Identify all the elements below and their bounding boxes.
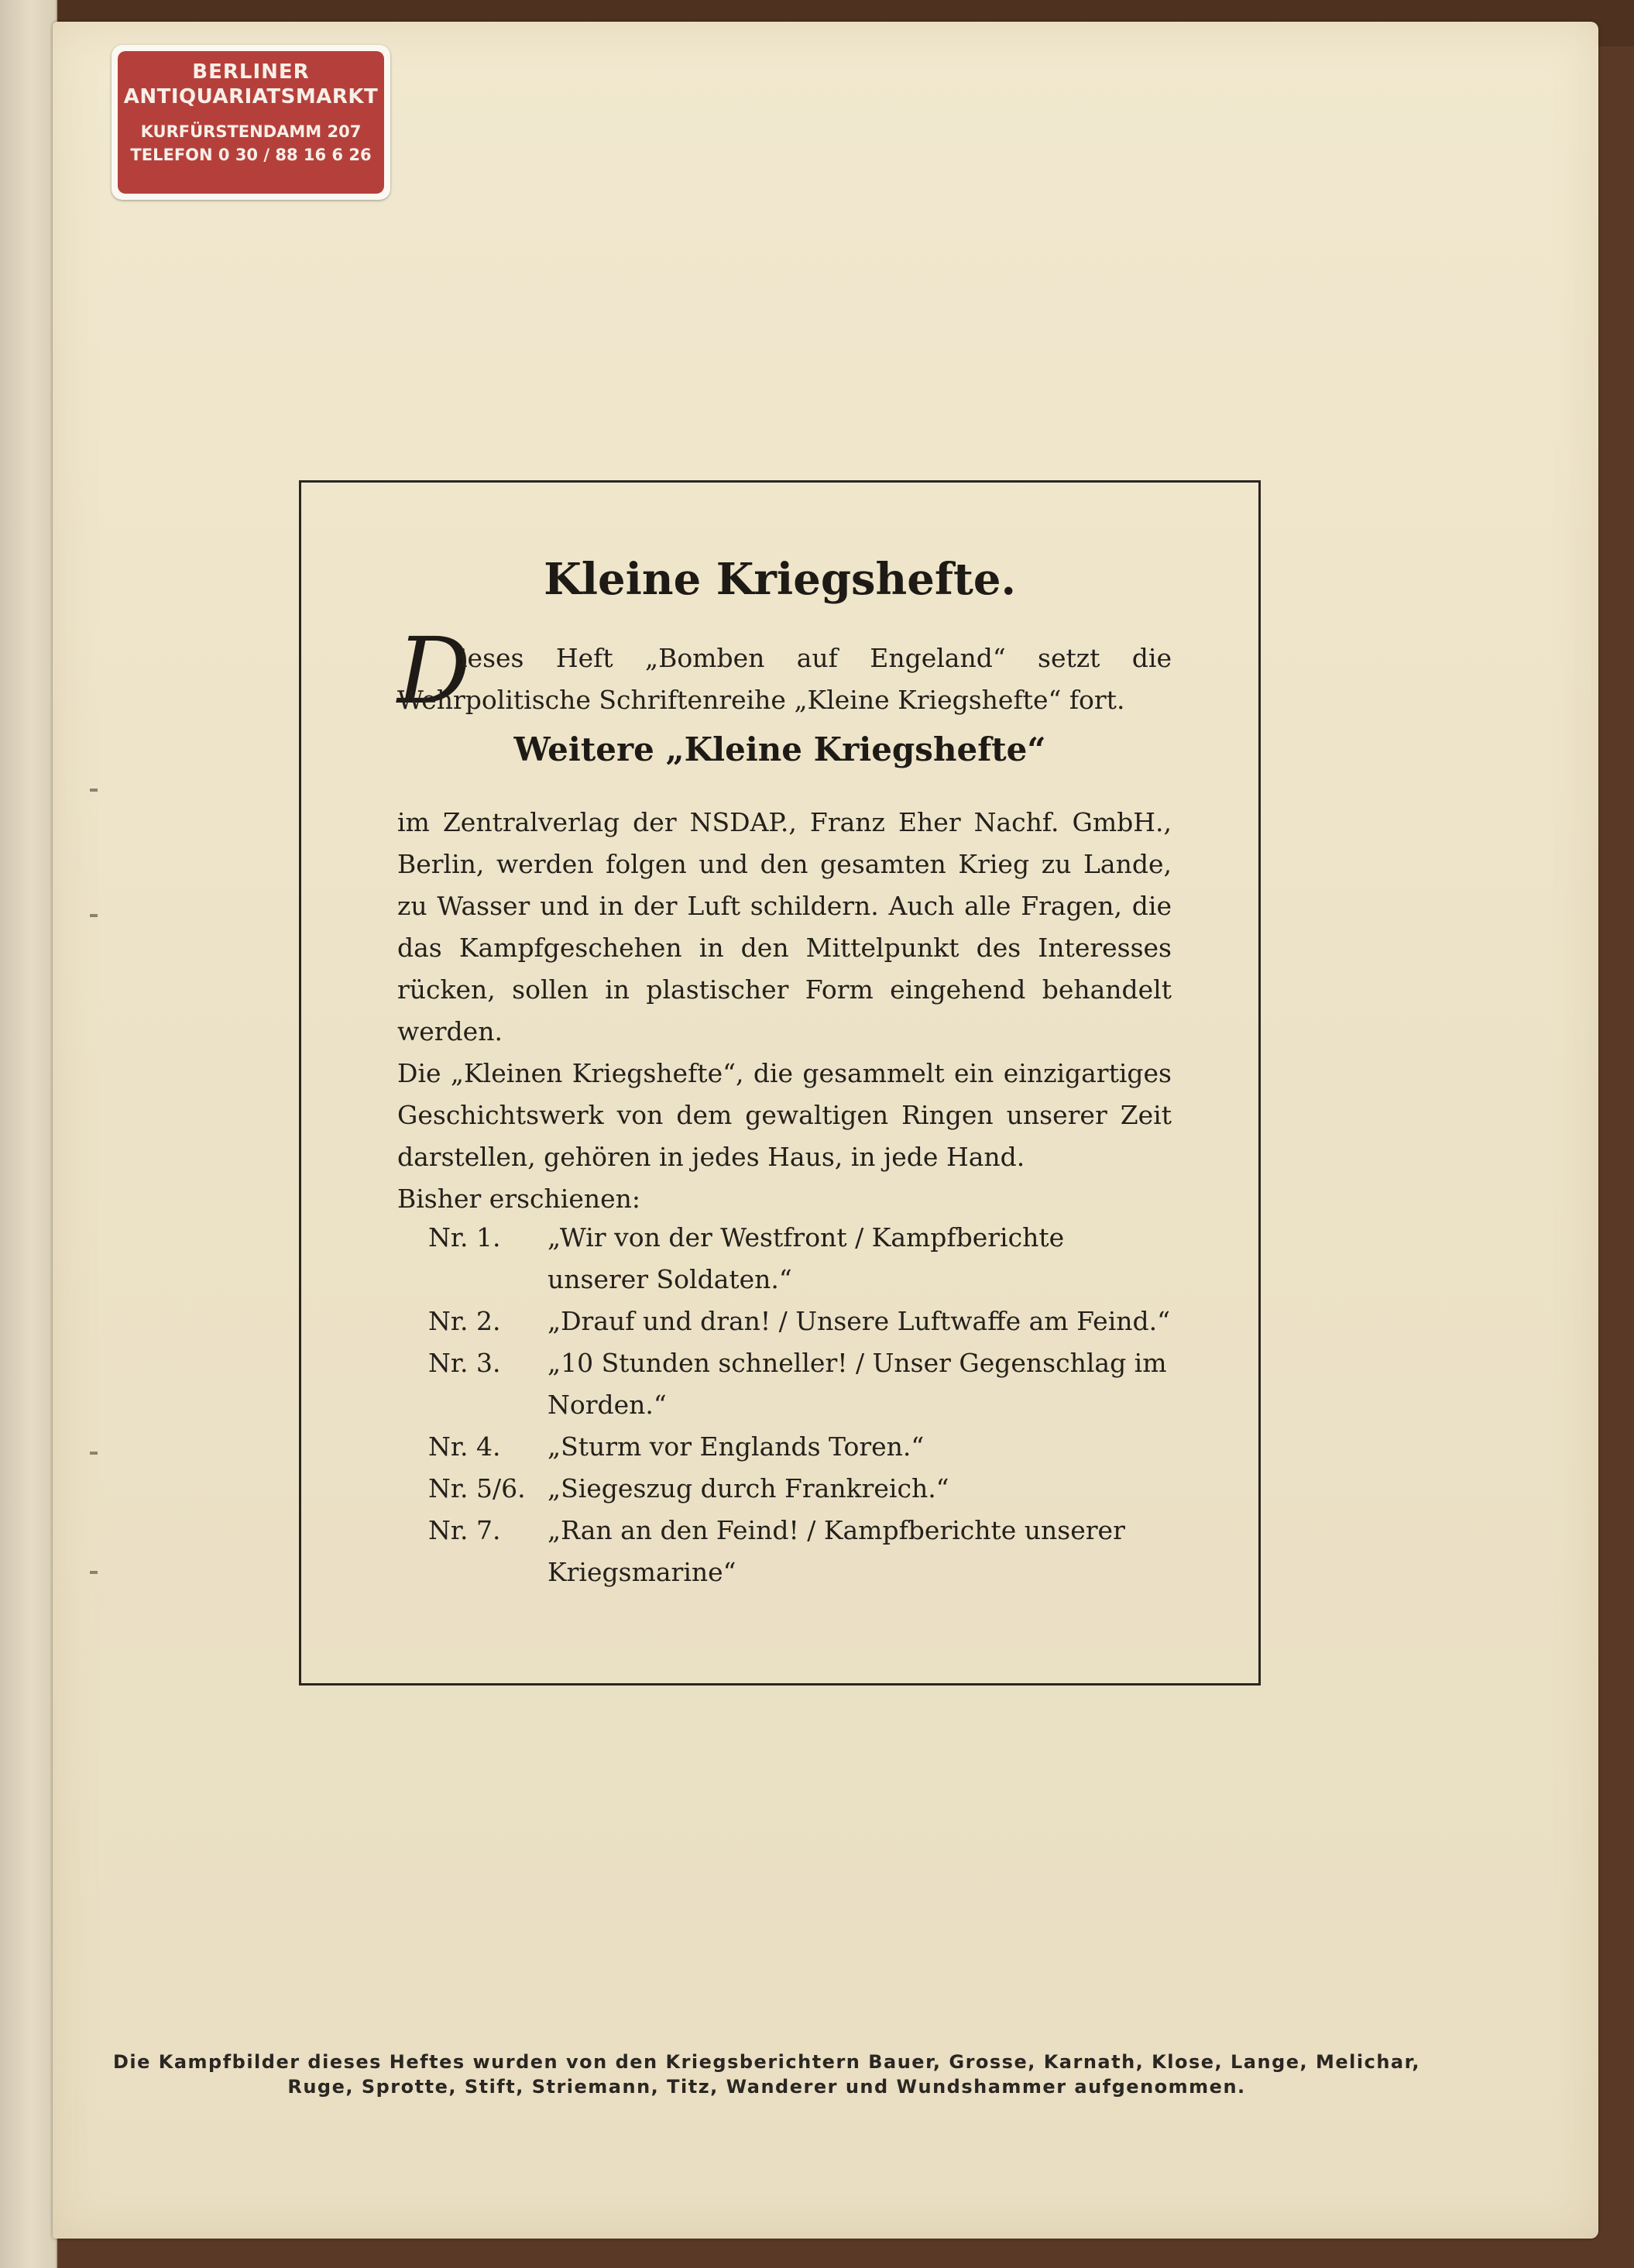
issue-title: „Drauf und dran! / Unsere Luftwaffe am Feind.“ — [548, 1306, 1170, 1336]
antiquariat-sticker — [112, 45, 390, 200]
issue-number: Nr. 2. — [428, 1306, 501, 1336]
issue-title: „Wir von der Westfront / Kampfberichte unserer Soldaten.“ — [548, 1222, 1065, 1294]
sticker-line-4: TELEFON 0 30 / 88 16 6 26 — [130, 146, 372, 164]
paragraph: Die „Kleinen Kriegshefte“, die gesammelt ein einzigartiges Geschichtswerk von dem gewaltigen Ringen unserer Zeit darstellen, gehören in jedes Haus, in jede Hand. — [397, 1058, 1172, 1172]
binding-staple — [90, 914, 98, 917]
issue-number: Nr. 7. — [428, 1515, 501, 1545]
sticker-line-1: BERLINER — [192, 60, 310, 84]
body-text — [397, 802, 1172, 1220]
intro-text: ieses Heft „Bomben auf Engeland“ setzt die Wehrpolitische Schriftenreihe „Kleine Kriegshefte“ fort. — [397, 643, 1172, 715]
binding-staple — [90, 789, 98, 792]
issue-title: „Siegeszug durch Frankreich.“ — [548, 1473, 949, 1503]
binding-staple — [90, 1571, 98, 1574]
list-item — [397, 1510, 1172, 1593]
issue-title: „Ran an den Feind! / Kampfberichte unserer Kriegsmarine“ — [548, 1515, 1125, 1587]
list-item — [397, 1342, 1172, 1426]
binding-staple — [90, 1452, 98, 1455]
box-title: Kleine Kriegshefte. — [544, 554, 1016, 605]
issue-number: Nr. 3. — [428, 1348, 501, 1378]
drop-cap: D — [397, 617, 471, 724]
sticker-line-2: ANTIQUARIATSMARKT — [123, 85, 379, 108]
box-subtitle: Weitere „Kleine Kriegshefte“ — [513, 730, 1046, 768]
issue-title: „10 Stunden schneller! / Unser Gegenschlag im Norden.“ — [548, 1348, 1167, 1420]
list-item — [397, 1426, 1172, 1468]
list-item — [397, 1468, 1172, 1510]
paragraph: Bisher erschienen: — [397, 1184, 640, 1214]
issue-list — [397, 1217, 1172, 1593]
issue-number: Nr. 1. — [428, 1222, 501, 1253]
paragraph: im Zentralverlag der NSDAP., Franz Eher Nachf. GmbH., Berlin, werden folgen und den gesamten Krieg zu Lande, zu Wasser und in der Luft schildern. Auch alle Fragen, die das Kampfgeschehen in den Mittelpunkt des Interesses rücken, sollen in plastischer Form eingehend behandelt werden. — [397, 807, 1172, 1046]
issue-number: Nr. 5/6. — [428, 1473, 526, 1503]
list-item — [397, 1301, 1172, 1342]
photo-credits: Die Kampfbilder dieses Heftes wurden von den Kriegsberichtern Bauer, Grosse, Karnath, Klose, Lange, Melichar, Ruge, Sprotte, Stift, Striemann, Titz, Wanderer und Wundshammer aufgenommen. — [112, 2051, 1421, 2098]
issue-number: Nr. 4. — [428, 1431, 501, 1462]
announcement-box — [299, 480, 1261, 1686]
previous-page-edge — [0, 0, 57, 2268]
list-item — [397, 1217, 1172, 1301]
sticker-line-3: KURFÜRSTENDAMM 207 — [140, 122, 362, 141]
issue-title: „Sturm vor Englands Toren.“ — [548, 1431, 925, 1462]
